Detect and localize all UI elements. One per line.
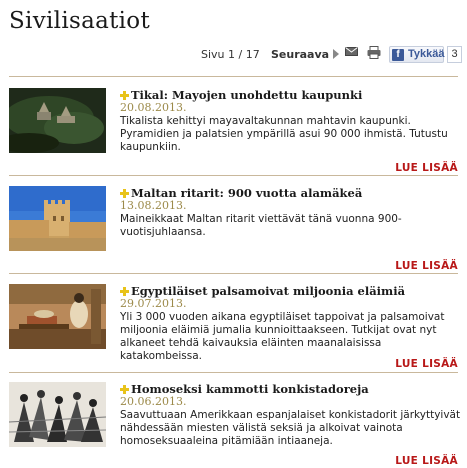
article-title[interactable]: Homoseksi kammotti konkistadoreja — [131, 382, 369, 396]
article-title[interactable]: Maltan ritarit: 900 vuotta alamäkeä — [131, 186, 363, 200]
read-more-link[interactable]: LUE LISÄÄ — [395, 358, 458, 370]
article-summary: Tikalista kehittyi mayavaltakunnan mahtavin kaupunki. Pyramidien ja palatsien ympärillä asui 90 000 ihmistä. Tutustu kaupunkiin. — [120, 115, 448, 153]
read-more-link[interactable]: LUE LISÄÄ — [395, 162, 458, 174]
read-more-link[interactable]: LUE LISÄÄ — [395, 455, 458, 467]
plus-icon — [120, 91, 129, 100]
next-page-label: Seuraava — [271, 48, 330, 61]
like-label: Tykkää — [408, 48, 445, 60]
read-more-link[interactable]: LUE LISÄÄ — [395, 260, 458, 272]
facebook-like-button[interactable] — [389, 46, 444, 63]
article-summary: Saavuttuaan Amerikkaan espanjalaiset konkistadorit järkyttyivät nähdessään miesten välistä seksiä ja alkoivat vainota homoseksuaaleina pitämiään intiaaneja. — [120, 409, 461, 447]
page-title: Sivilisaatiot — [9, 8, 150, 34]
page-indicator: Sivu 1 / 17 — [201, 48, 260, 61]
article-thumbnail[interactable] — [9, 382, 106, 447]
plus-icon — [120, 385, 129, 394]
article-thumbnail[interactable] — [9, 284, 106, 349]
article-summary: Maineikkaat Maltan ritarit viettävät tänä vuonna 900-vuotisjuhlaansa. — [120, 213, 402, 238]
article-date: 29.07.2013. — [120, 297, 187, 310]
article-thumbnail[interactable] — [9, 186, 106, 251]
divider — [9, 372, 458, 373]
article-date: 20.08.2013. — [120, 101, 187, 114]
article-date: 20.06.2013. — [120, 395, 187, 408]
article-title[interactable]: Tikal: Mayojen unohdettu kaupunki — [131, 88, 363, 102]
divider — [9, 273, 458, 274]
article-date: 13.08.2013. — [120, 199, 187, 212]
print-icon[interactable] — [367, 46, 381, 62]
pager-bar — [0, 46, 467, 64]
article-summary: Yli 3 000 vuoden aikana egyptiläiset tappoivat ja palsamoivat miljoonia eläimiä jumalia kunnioittaakseen. Tutkijat ovat nyt alkaneet tehdä kaivauksia eläinten maanalaisissa katakombeissa. — [120, 311, 445, 362]
divider — [9, 175, 458, 176]
article-title[interactable]: Egyptiläiset palsamoivat miljoonia eläimiä — [131, 284, 406, 298]
plus-icon — [120, 287, 129, 296]
mail-icon[interactable] — [345, 46, 358, 60]
article-thumbnail[interactable] — [9, 88, 106, 153]
plus-icon — [120, 189, 129, 198]
chevron-right-icon — [333, 49, 339, 59]
divider — [9, 76, 458, 77]
next-page-link[interactable] — [271, 48, 339, 61]
like-count: 3 — [447, 46, 462, 63]
facebook-icon: f — [392, 49, 404, 61]
